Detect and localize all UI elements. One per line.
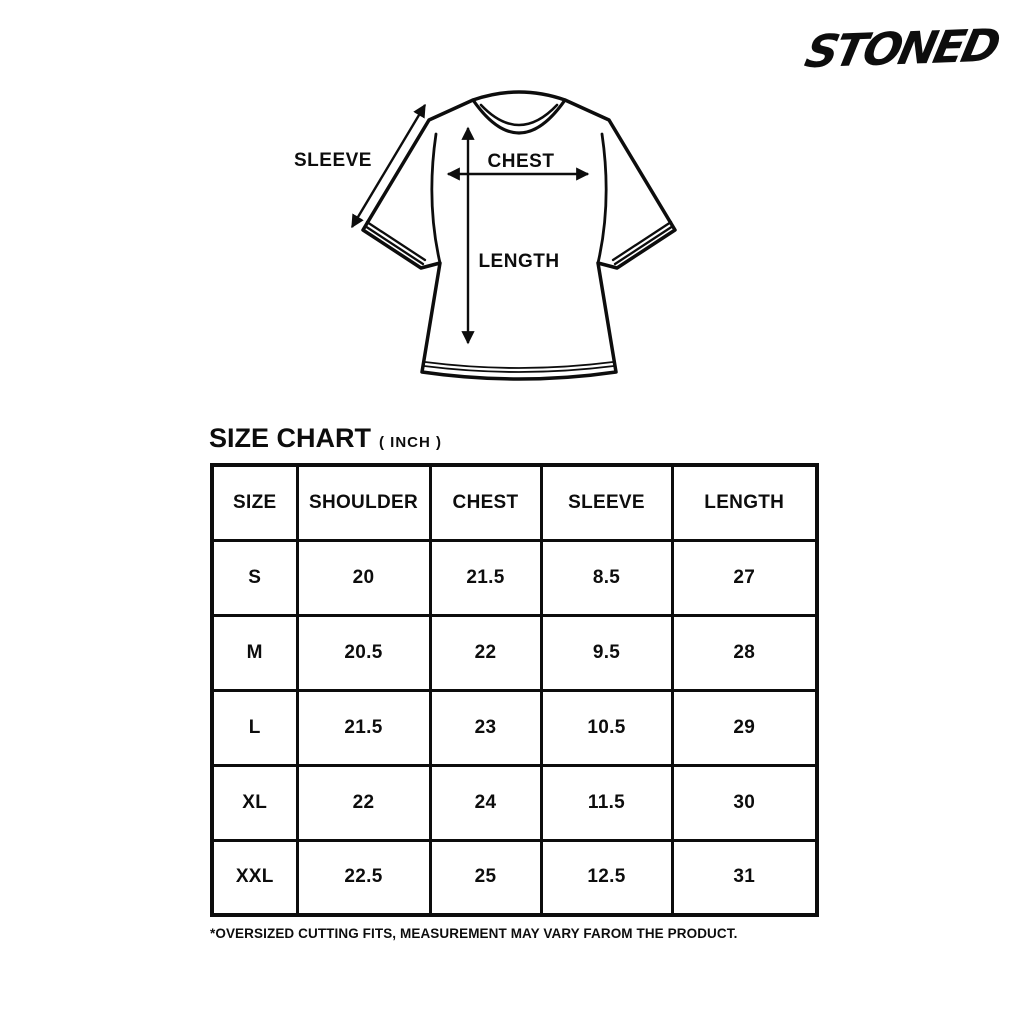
table-cell: 22 <box>297 765 430 840</box>
table-cell: 21.5 <box>430 540 541 615</box>
table-cell: XL <box>212 765 297 840</box>
table-cell: 21.5 <box>297 690 430 765</box>
length-label: LENGTH <box>478 251 560 272</box>
brand-logo: STONED <box>800 18 1003 79</box>
sleeve-label: SLEEVE <box>294 150 372 171</box>
table-row-xxl <box>212 840 817 915</box>
table-cell: 10.5 <box>541 690 672 765</box>
table-row-m <box>212 615 817 690</box>
table-cell: 8.5 <box>541 540 672 615</box>
table-cell: 30 <box>672 765 817 840</box>
chest-label: CHEST <box>487 151 555 172</box>
table-row-l <box>212 690 817 765</box>
column-header-length: LENGTH <box>672 465 817 540</box>
table-cell: 27 <box>672 540 817 615</box>
size-table <box>210 463 819 917</box>
table-row-s <box>212 540 817 615</box>
table-row-xl <box>212 765 817 840</box>
table-cell: 24 <box>430 765 541 840</box>
tshirt-measurement-diagram <box>285 80 725 400</box>
table-cell: 11.5 <box>541 765 672 840</box>
table-cell: 20 <box>297 540 430 615</box>
table-cell: 28 <box>672 615 817 690</box>
table-cell: 25 <box>430 840 541 915</box>
table-cell: S <box>212 540 297 615</box>
table-cell: 9.5 <box>541 615 672 690</box>
table-cell: 23 <box>430 690 541 765</box>
table-cell: 20.5 <box>297 615 430 690</box>
size-chart-title-text: SIZE CHART <box>209 423 371 453</box>
table-cell: 12.5 <box>541 840 672 915</box>
tshirt-outline-shape <box>363 92 675 379</box>
column-header-sleeve: SLEEVE <box>541 465 672 540</box>
table-cell: 29 <box>672 690 817 765</box>
footnote: *OVERSIZED CUTTING FITS, MEASUREMENT MAY VARY FAROM THE PRODUCT. <box>210 926 738 941</box>
column-header-shoulder: SHOULDER <box>297 465 430 540</box>
table-header-row <box>212 465 817 540</box>
table-cell: M <box>212 615 297 690</box>
table-cell: 22 <box>430 615 541 690</box>
table-cell: L <box>212 690 297 765</box>
column-header-chest: CHEST <box>430 465 541 540</box>
size-chart-title <box>209 423 442 454</box>
size-chart-unit-label: ( INCH ) <box>379 434 442 451</box>
table-cell: 31 <box>672 840 817 915</box>
table-cell: 22.5 <box>297 840 430 915</box>
table-cell: XXL <box>212 840 297 915</box>
column-header-size: SIZE <box>212 465 297 540</box>
